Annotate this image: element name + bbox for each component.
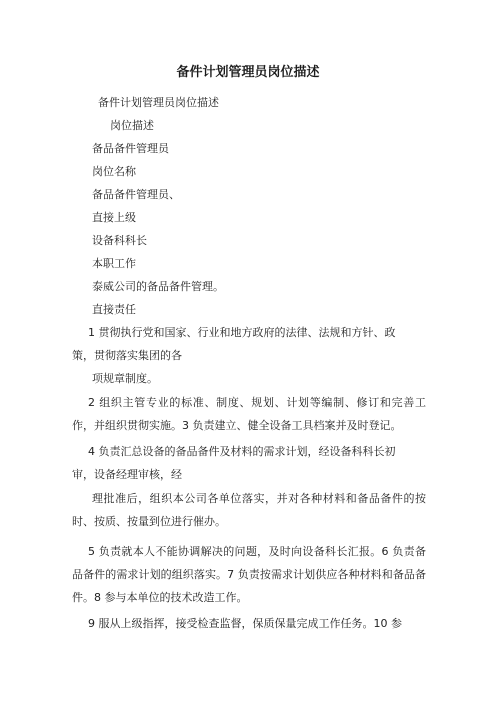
- item-4-line-2: 审，设备经理审核，经: [72, 468, 182, 481]
- section-label: 岗位描述: [110, 119, 154, 132]
- item-2-paragraph: 2 组织主管专业的标准、制度、规划、计划等编制、修订和完善工作，并组织贯彻实施。3 负责建立、健全设备工具档案并及时登记。: [72, 396, 426, 432]
- text-line: 备品备件管理员、: [92, 188, 180, 201]
- item-5-paragraph: 5 负责就本人不能协调解决的问题，及时向设备科长汇报。6 负责备品备件的需求计划的组织落实。7 负责按需求计划供应各种材料和备品备件。8 参与本单位的技术改造工作。: [72, 545, 426, 604]
- text-line: 直接上级: [92, 211, 136, 224]
- text-line: 直接责任: [92, 303, 136, 316]
- item-1-line-3: 项规章制度。: [92, 372, 158, 385]
- text-line: 泰威公司的备品备件管理。: [92, 280, 224, 293]
- item-1-line-2: 策，贯彻落实集团的各: [72, 349, 182, 362]
- text-line: 岗位名称: [92, 165, 136, 178]
- text-line: 设备科科长: [92, 234, 147, 247]
- item-9-paragraph: 9 服从上级指挥，接受检查监督，保质保量完成工作任务。10 参: [88, 617, 402, 630]
- document-title: 备件计划管理员岗位描述: [176, 65, 320, 80]
- item-4-line-1: 4 负责汇总设备的备品备件及材料的需求计划，经设备科科长初: [88, 445, 396, 458]
- item-4-continuation: 理批准后，组织本公司各单位落实，并对各种材料和备品备件的按时、按质、按量到位进行催办。: [72, 492, 426, 528]
- subtitle: 备件计划管理员岗位描述: [98, 96, 219, 109]
- text-line: 备品备件管理员: [92, 142, 169, 155]
- item-1-line-1: 1 贯彻执行党和国家、行业和地方政府的法律、法规和方针、政: [88, 326, 396, 339]
- text-line: 本职工作: [92, 257, 136, 270]
